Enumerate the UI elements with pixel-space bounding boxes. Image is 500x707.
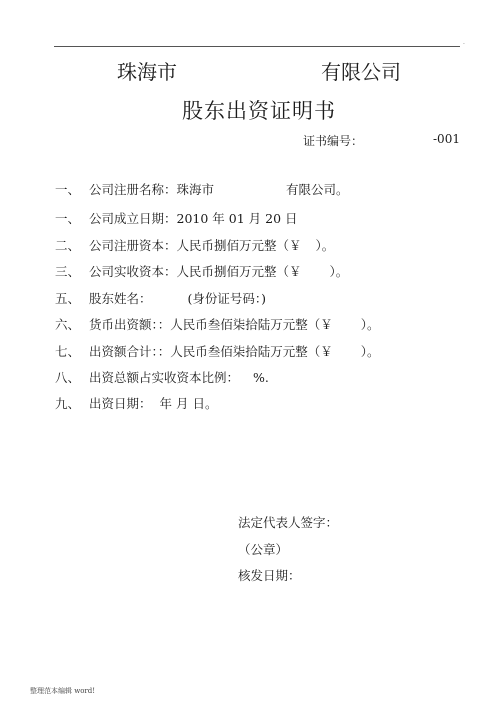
- document-title: 股东出资证明书: [182, 99, 336, 123]
- item-value-end: ）。: [360, 317, 380, 332]
- item-label: 货币出资额：：: [89, 317, 171, 332]
- item-number: 一、: [55, 211, 81, 226]
- item-number: 八、: [55, 370, 81, 385]
- item-label: 公司成立日期：: [89, 211, 177, 226]
- item-shareholder-name: [55, 289, 266, 307]
- title-city: 珠海市: [117, 60, 177, 84]
- item-value-end: 有限公司。: [286, 182, 349, 197]
- item-value: 人民币叁佰柒拾陆万元整（￥: [170, 344, 333, 359]
- item-contribution-ratio: [55, 368, 269, 386]
- item-label: 公司注册名称：: [89, 182, 177, 197]
- item-label: 公司实收资本：: [89, 264, 177, 279]
- header-rule: [54, 46, 460, 47]
- item-value: 人民币叁佰柒拾陆万元整（￥: [170, 317, 333, 332]
- certificate-label: 证书编号：: [303, 134, 364, 148]
- issue-date: 核发日期：: [238, 568, 301, 583]
- item-label: 出资额合计：：: [89, 344, 171, 359]
- item-value-end: ）。: [360, 344, 380, 359]
- item-company-name: [55, 180, 349, 198]
- item-contribution-date: [55, 394, 217, 412]
- item-value: (身份证号码：): [187, 291, 267, 306]
- item-label: 出资日期：: [89, 396, 152, 411]
- item-paid-in-capital: [55, 262, 348, 280]
- title-company-suffix: 有限公司: [321, 60, 401, 84]
- item-registered-capital: [55, 236, 334, 254]
- item-number: 五、: [55, 291, 81, 306]
- item-value: 人民币捌佰万元整（￥: [176, 238, 302, 253]
- legal-representative-signature: 法定代表人签字：: [238, 515, 339, 530]
- item-cash-contribution: [55, 315, 380, 333]
- item-number: 七、: [55, 344, 81, 359]
- item-label: 公司注册资本：: [89, 238, 177, 253]
- item-number: 九、: [55, 396, 81, 411]
- company-seal: （公章）: [238, 542, 289, 557]
- item-value: 人民币捌佰万元整（￥: [176, 264, 302, 279]
- item-total-contribution: [55, 342, 380, 360]
- item-number: 一、: [55, 182, 81, 197]
- item-value: 年 月 日。: [159, 396, 218, 411]
- item-number: 二、: [55, 238, 81, 253]
- certificate-number: -001: [433, 132, 460, 146]
- item-value: %.: [253, 370, 269, 385]
- item-value: 2010 年 01 月 20 日: [176, 211, 298, 226]
- item-number: 六、: [55, 317, 81, 332]
- item-established-date: [55, 209, 298, 227]
- corner-mark: ·: [463, 41, 465, 48]
- item-value-end: ）。: [329, 264, 349, 279]
- footer-note: 整理范本编辑 word!: [30, 687, 96, 695]
- item-value: 珠海市: [176, 182, 215, 197]
- item-number: 三、: [55, 264, 81, 279]
- item-label: 股东姓名：: [89, 291, 152, 306]
- item-value-end: ）。: [315, 238, 335, 253]
- item-label: 出资总额占实收资本比例：: [89, 370, 240, 385]
